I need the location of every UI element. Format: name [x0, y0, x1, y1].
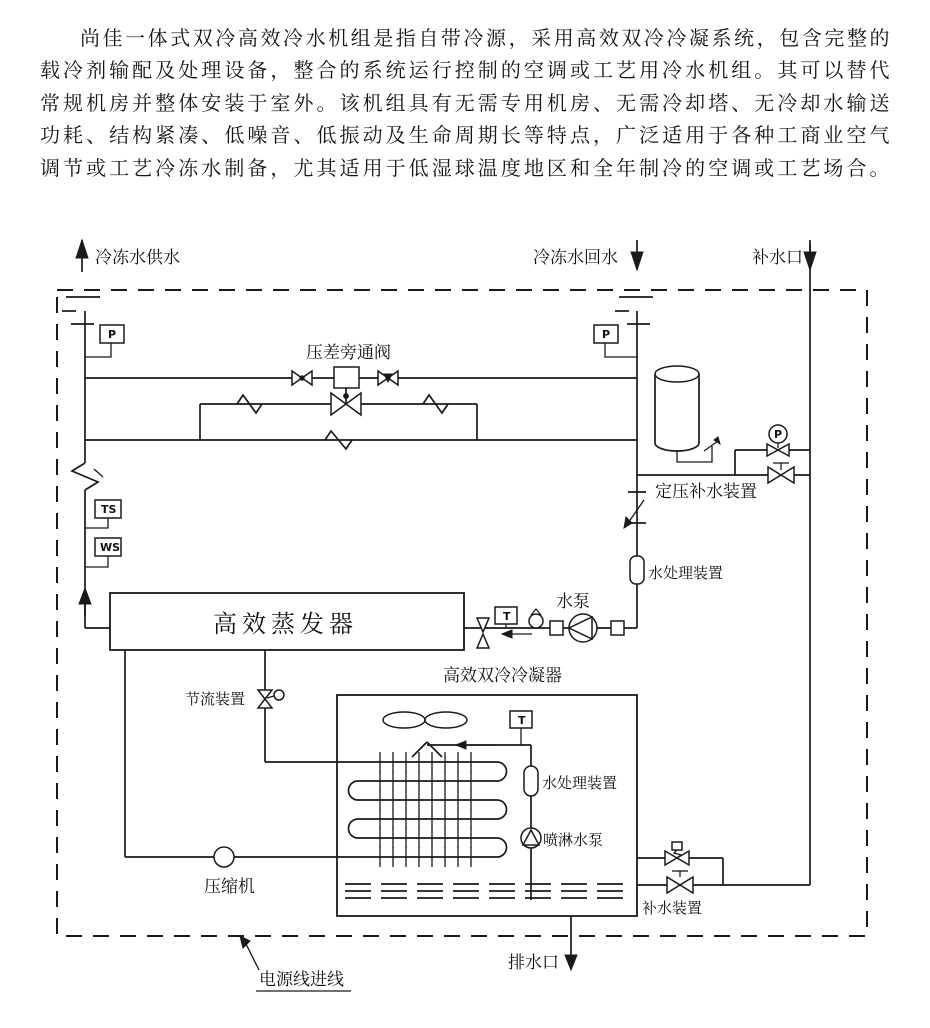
ws-icon: WS	[100, 541, 121, 554]
fan-icon	[383, 712, 425, 728]
condenser-unit	[265, 695, 637, 916]
return-pressure-gauge	[594, 325, 637, 357]
gauge-valve-icon	[767, 425, 789, 456]
small-valve-icon	[704, 441, 718, 451]
supply-pressure-gauge	[85, 325, 124, 357]
pressure-tank-assembly	[637, 366, 810, 502]
pressure-tank-label: 定压补水装置	[655, 482, 757, 502]
makeup-valve-icon	[768, 463, 794, 483]
ts-icon: TS	[101, 503, 117, 516]
pressure-gauge-icon: P	[108, 328, 117, 341]
temperature-gauge-icon: T	[503, 610, 511, 623]
supply-label: 冷冻水供水	[95, 248, 180, 268]
bypass-valve-label: 压差旁通阀	[306, 343, 391, 363]
spray-pump-label: 喷淋水泵	[543, 831, 604, 849]
water-treatment-label: 水处理装置	[648, 564, 724, 582]
throttle-device	[185, 690, 284, 708]
temperature-gauge	[495, 607, 517, 628]
intro-line: 功耗、结构紧凑、低噪音、低振动及生命周期长等特点，广泛适用于各种工商业空气	[40, 123, 890, 148]
expansion-joint-icon	[529, 609, 543, 628]
supply-port	[76, 240, 180, 272]
temperature-gauge-icon: T	[518, 714, 526, 727]
shutoff-valve-icon	[292, 371, 312, 385]
drain-valve-icon	[477, 618, 489, 648]
refrigerant-circuit	[125, 650, 358, 897]
spray-water-treatment-label: 水处理装置	[542, 774, 618, 792]
pressure-gauge-icon: P	[774, 428, 783, 441]
flow-up-arrow-icon	[79, 588, 91, 604]
pressure-gauge-icon: P	[602, 328, 611, 341]
power-line-callout	[240, 936, 351, 991]
flex-connector-icon	[72, 463, 98, 490]
throttle-label: 节流装置	[185, 690, 246, 708]
makeup-shutoff-valve-icon	[667, 871, 693, 893]
makeup-device-assembly	[637, 842, 810, 917]
supply-riser	[62, 297, 110, 628]
intro-line: 载冷剂输配及处理设备，整合的系统运行控制的空调或工艺用冷水机组。其可以替代	[40, 58, 890, 83]
down-arrow-icon	[565, 955, 577, 970]
water-flow-sensor	[85, 538, 121, 567]
water-pump-label: 水泵	[556, 592, 590, 612]
intro-line: 常规机房并整体安装于室外。该机组具有无需专用机房、无需冷却塔、无冷却水输送	[40, 90, 890, 115]
water-treatment-icon	[630, 556, 644, 584]
makeup-port-label: 补水口	[752, 248, 803, 268]
drain-port	[508, 916, 577, 973]
evaporator-label: 高效蒸发器	[213, 610, 358, 638]
pipe-joint-icon	[550, 621, 563, 635]
down-arrow-icon	[631, 252, 643, 270]
pipe-joint-icon	[611, 621, 624, 635]
makeup-device-label: 补水装置	[642, 899, 703, 917]
water-treatment-icon	[524, 766, 538, 796]
main-water-treatment	[630, 556, 723, 584]
return-label: 冷冻水回水	[533, 248, 618, 268]
dp-controller-icon	[334, 367, 359, 388]
bypass-assembly	[85, 343, 637, 449]
intro-line: 调节或工艺冷冻水制备，尤其适用于低湿球温度地区和全年制冷的空调或工艺场合。	[40, 155, 890, 180]
intro-line: 尚佳一体式双冷高效冷水机组是指自带冷源，采用高效双冷冷凝系统，包含完整的	[80, 26, 890, 50]
condenser-label: 高效双冷冷凝器	[443, 666, 562, 686]
up-arrow-icon	[76, 240, 88, 258]
up-left-arrow-icon	[240, 936, 250, 948]
power-line-label: 电源线进线	[259, 970, 344, 990]
pump-line	[464, 592, 637, 648]
makeup-port	[752, 240, 816, 270]
flow-arrow	[502, 630, 532, 638]
shutoff-valve-icon	[378, 371, 398, 385]
compressor-label: 压缩机	[204, 877, 255, 897]
temperature-sensor	[85, 500, 121, 528]
drain-label: 排水口	[508, 953, 559, 973]
evaporator	[110, 593, 464, 650]
float-valve-icon	[665, 842, 689, 865]
fan-icon	[425, 712, 467, 728]
compressor	[204, 847, 255, 897]
return-port	[533, 240, 643, 270]
